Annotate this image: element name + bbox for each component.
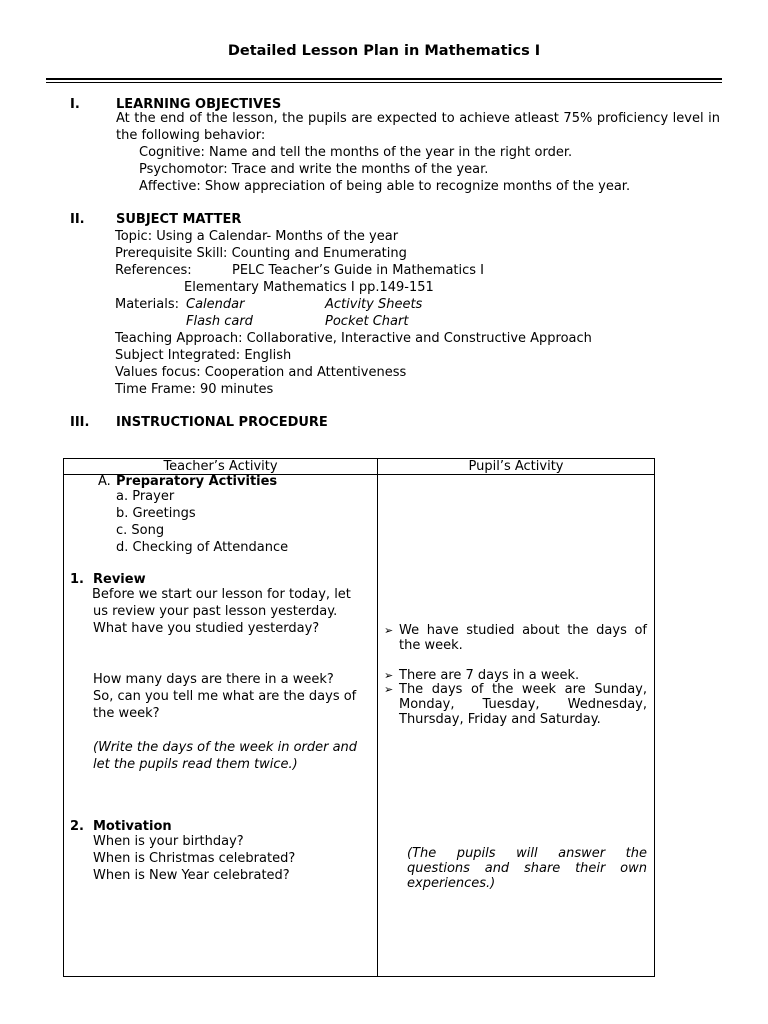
section-heading: LEARNING OBJECTIVES	[116, 97, 282, 112]
review-question: So, can you tell me what are the days of	[93, 689, 357, 704]
preparatory-item: b. Greetings	[116, 506, 196, 521]
preparatory-item: d. Checking of Attendance	[116, 540, 289, 555]
motivation-number: 2.	[70, 819, 84, 834]
section-heading: SUBJECT MATTER	[116, 212, 242, 227]
pupil-answer-text: The days of the week are Sunday, Monday, Tuesday, Wednesday, Thursday, Friday and Saturday.	[399, 682, 647, 727]
objective-psychomotor: Psychomotor: Trace and write the months of the year.	[139, 162, 489, 177]
pupil-answer-text: There are 7 days in a week.	[399, 668, 580, 683]
material-item: Calendar	[186, 297, 245, 312]
preparatory-letter: A.	[98, 474, 111, 489]
arrowhead-bullet-icon: ➢	[384, 624, 394, 637]
motivation-question: When is your birthday?	[93, 834, 244, 849]
time-frame: Time Frame: 90 minutes	[115, 382, 274, 397]
review-text: Before we start our lesson for today, let	[92, 587, 351, 602]
review-note: (Write the days of the week in order and	[93, 740, 358, 755]
pupil-answer-item	[384, 623, 647, 653]
pupil-activity-header: Pupil’s Activity	[468, 459, 564, 474]
review-question: What have you studied yesterday?	[93, 621, 320, 636]
section-heading: INSTRUCTIONAL PROCEDURE	[116, 415, 328, 430]
section-numeral: III.	[70, 415, 90, 430]
preparatory-heading: Preparatory Activities	[116, 474, 278, 489]
material-item: Flash card	[186, 314, 253, 329]
review-question: How many days are there in a week?	[93, 672, 334, 687]
materials-label: Materials:	[115, 297, 179, 312]
title-rule-thin	[46, 82, 722, 83]
review-note: let the pupils read them twice.)	[93, 757, 298, 772]
pupil-answer-text: We have studied about the days of the week.	[399, 623, 647, 653]
section-numeral: I.	[70, 97, 80, 112]
teaching-approach: Teaching Approach: Collaborative, Interactive and Constructive Approach	[115, 331, 592, 346]
objective-cognitive: Cognitive: Name and tell the months of the year in the right order.	[139, 145, 573, 160]
objective-affective: Affective: Show appreciation of being able to recognize months of the year.	[139, 179, 631, 194]
table-column-divider	[377, 459, 378, 976]
references-label: References:	[115, 263, 192, 278]
pupil-answer-item	[384, 668, 647, 683]
arrowhead-bullet-icon: ➢	[384, 683, 394, 696]
prerequisite-skill: Prerequisite Skill: Counting and Enumerating	[115, 246, 407, 261]
motivation-heading: Motivation	[93, 819, 172, 834]
motivation-question: When is New Year celebrated?	[93, 868, 290, 883]
material-item: Activity Sheets	[325, 297, 423, 312]
material-item: Pocket Chart	[325, 314, 409, 329]
title-rule-thick	[46, 78, 722, 80]
section-numeral: II.	[70, 212, 85, 227]
review-number: 1.	[70, 572, 84, 587]
subject-integrated: Subject Integrated: English	[115, 348, 292, 363]
review-heading: Review	[93, 572, 146, 587]
document-title: Detailed Lesson Plan in Mathematics I	[227, 43, 541, 59]
values-focus: Values focus: Cooperation and Attentiveness	[115, 365, 407, 380]
reference-item: PELC Teacher’s Guide in Mathematics I	[232, 263, 485, 278]
review-text: us review your past lesson yesterday.	[93, 604, 338, 619]
reference-item: Elementary Mathematics I pp.149-151	[184, 280, 434, 295]
arrowhead-bullet-icon: ➢	[384, 669, 394, 682]
teacher-activity-header: Teacher’s Activity	[163, 459, 278, 474]
objectives-intro: At the end of the lesson, the pupils are expected to achieve atleast 75% proficiency level in the following behavior:	[116, 111, 720, 143]
topic: Topic: Using a Calendar- Months of the year	[115, 229, 399, 244]
activity-table	[63, 458, 655, 977]
motivation-question: When is Christmas celebrated?	[93, 851, 296, 866]
pupil-motivation-note: (The pupils will answer the questions and share their own experiences.)	[407, 846, 647, 891]
pupil-answer-item	[384, 682, 647, 727]
review-question: the week?	[93, 706, 160, 721]
preparatory-item: c. Song	[116, 523, 165, 538]
preparatory-item: a. Prayer	[116, 489, 175, 504]
